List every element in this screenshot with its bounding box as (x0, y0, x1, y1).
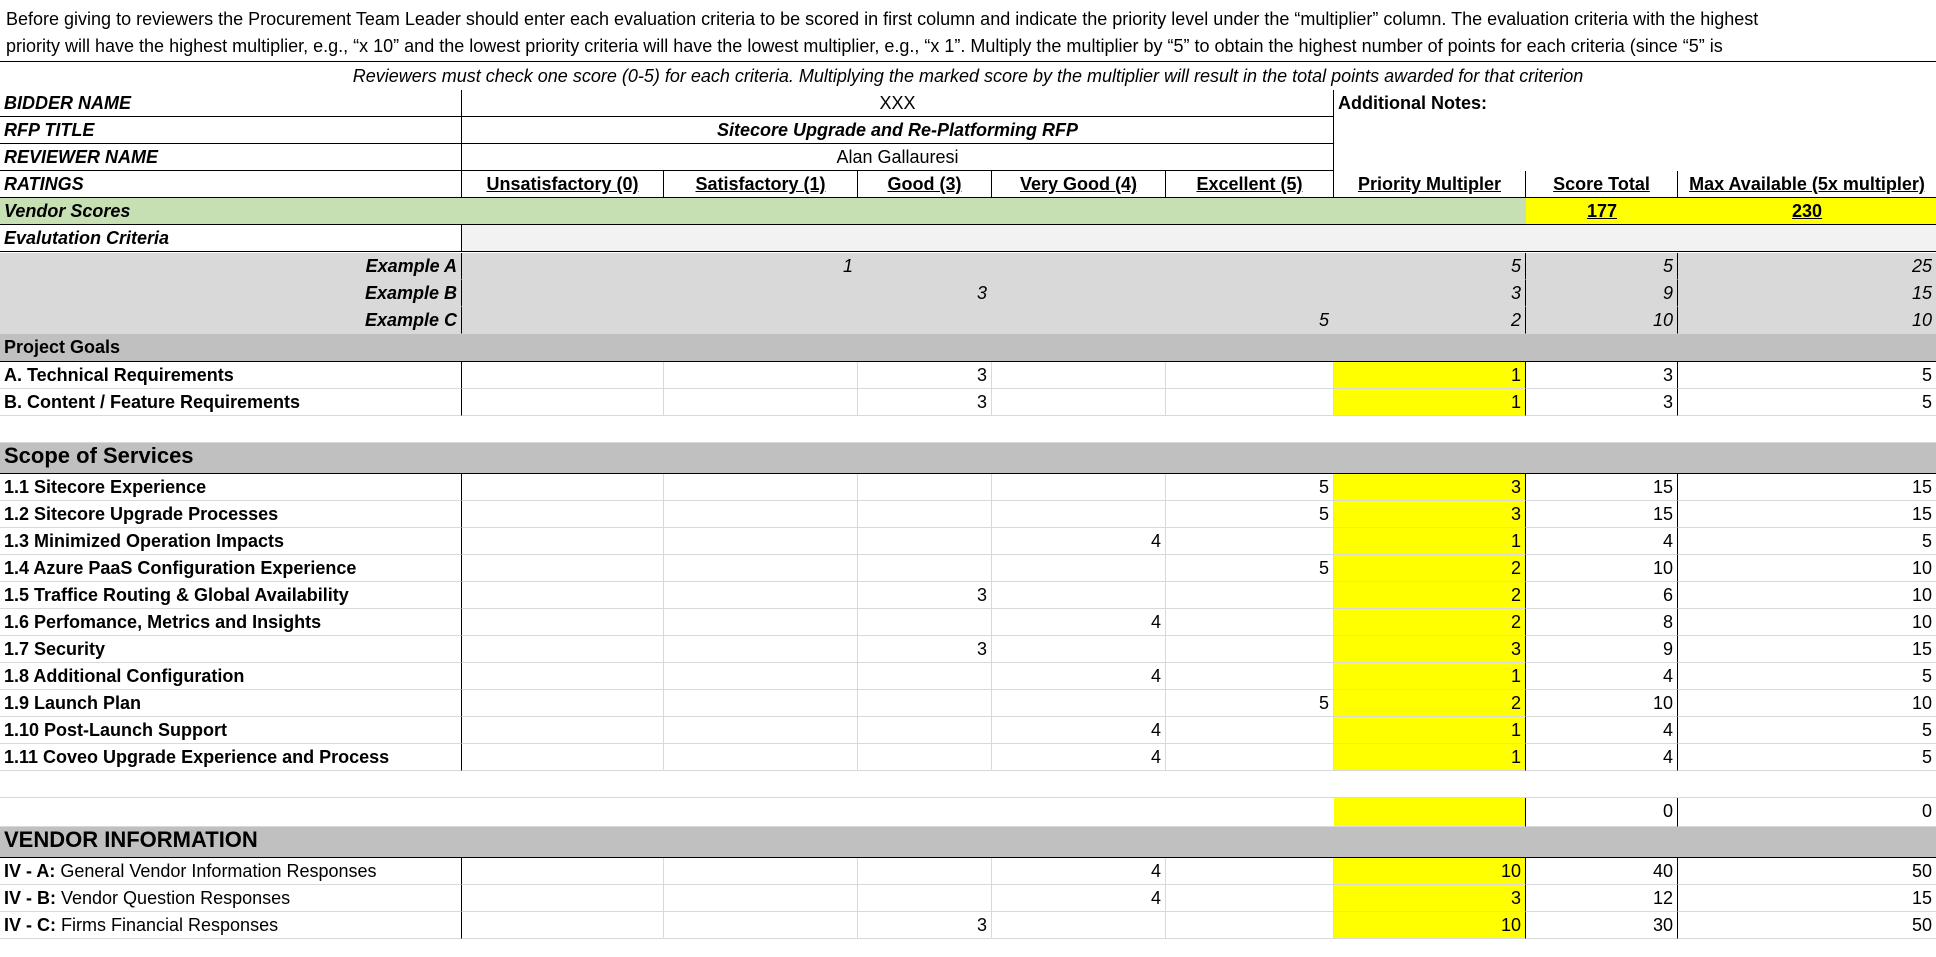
score-total-cell[interactable]: 10 (1526, 555, 1678, 582)
score-total-cell[interactable]: 4 (1526, 528, 1678, 555)
rating-header[interactable]: Unsatisfactory (0) (462, 171, 664, 198)
score-cell[interactable] (858, 744, 992, 771)
score-cell[interactable]: 4 (992, 528, 1166, 555)
score-cell[interactable] (1166, 744, 1334, 771)
vendor-criterion-text: General Vendor Information Responses (55, 861, 377, 881)
rating-header[interactable]: Very Good (4) (992, 171, 1166, 198)
score-cell[interactable] (664, 528, 858, 555)
multiplier-cell[interactable]: 1 (1334, 663, 1526, 690)
score-cell[interactable] (664, 474, 858, 501)
bidder-name-label[interactable]: BIDDER NAME (0, 90, 462, 117)
score-total-cell[interactable]: 10 (1526, 307, 1678, 334)
score-cell[interactable]: 3 (858, 636, 992, 663)
score-cell[interactable] (1166, 912, 1334, 939)
criterion-name[interactable]: 1.8 Additional Configuration (0, 663, 462, 690)
score-cell[interactable] (1166, 858, 1334, 885)
multiplier-cell[interactable]: 3 (1334, 636, 1526, 663)
score-total-cell[interactable]: 9 (1526, 636, 1678, 663)
vendor-criterion-name[interactable] (0, 885, 462, 912)
vendor-criterion-prefix: IV - C: (4, 915, 56, 935)
multiplier-cell[interactable]: 5 (1334, 253, 1526, 280)
score-cell[interactable] (858, 858, 992, 885)
score-cell[interactable] (664, 885, 858, 912)
rating-header[interactable]: Satisfactory (1) (664, 171, 858, 198)
score-cell[interactable]: 1 (664, 253, 858, 280)
score-cell[interactable] (1166, 663, 1334, 690)
rating-header[interactable]: Excellent (5) (1166, 171, 1334, 198)
section-scope-of-services[interactable]: Scope of Services (0, 443, 1936, 474)
score-cell[interactable] (664, 307, 858, 334)
reviewer-note: Reviewers must check one score (0-5) for each criteria. Multiplying the marked score by the multiplier will result in the total points awarded for that criterion (352, 66, 1584, 86)
score-cell[interactable] (462, 885, 664, 912)
score-cell[interactable] (1166, 528, 1334, 555)
score-cell[interactable] (462, 582, 664, 609)
max-available-cell[interactable]: 15 (1678, 280, 1936, 307)
section-project-goals[interactable]: Project Goals (0, 334, 1936, 362)
example-row-name[interactable]: Example B (0, 280, 462, 307)
score-cell[interactable] (664, 744, 858, 771)
score-cell[interactable] (992, 389, 1166, 416)
score-cell[interactable] (992, 307, 1166, 334)
multiplier-cell[interactable]: 3 (1334, 474, 1526, 501)
score-cell[interactable] (462, 362, 664, 389)
instructions-block (0, 6, 1936, 62)
score-cell[interactable]: 3 (858, 912, 992, 939)
max-available-cell[interactable]: 5 (1678, 389, 1936, 416)
score-total-cell[interactable]: 30 (1526, 912, 1678, 939)
max-available-cell[interactable]: 50 (1678, 858, 1936, 885)
score-total-cell[interactable]: 3 (1526, 389, 1678, 416)
vendor-criterion-text: Firms Financial Responses (56, 915, 279, 935)
score-cell[interactable] (462, 280, 664, 307)
score-total-cell[interactable]: 9 (1526, 280, 1678, 307)
score-total-header[interactable]: Score Total (1526, 171, 1678, 198)
score-cell[interactable] (1166, 280, 1334, 307)
score-total-cell[interactable]: 6 (1526, 582, 1678, 609)
score-cell[interactable] (462, 609, 664, 636)
score-cell[interactable] (664, 362, 858, 389)
score-cell[interactable] (858, 501, 992, 528)
score-cell[interactable] (1166, 717, 1334, 744)
score-total-cell[interactable]: 15 (1526, 501, 1678, 528)
multiplier-cell[interactable]: 10 (1334, 858, 1526, 885)
reviewer-name-label[interactable]: REVIEWER NAME (0, 144, 462, 171)
multiplier-cell[interactable]: 1 (1334, 717, 1526, 744)
score-cell[interactable] (992, 636, 1166, 663)
score-cell[interactable]: 4 (992, 885, 1166, 912)
score-total-cell[interactable]: 12 (1526, 885, 1678, 912)
score-cell[interactable]: 5 (1166, 307, 1334, 334)
max-available-cell[interactable]: 5 (1678, 528, 1936, 555)
multiplier-cell[interactable]: 1 (1334, 528, 1526, 555)
score-cell[interactable] (664, 663, 858, 690)
max-available-cell[interactable]: 10 (1678, 609, 1936, 636)
score-cell[interactable] (858, 885, 992, 912)
criterion-name[interactable]: A. Technical Requirements (0, 362, 462, 389)
score-total-cell[interactable]: 4 (1526, 663, 1678, 690)
score-cell[interactable]: 3 (858, 280, 992, 307)
score-cell[interactable]: 5 (1166, 474, 1334, 501)
vendor-criterion-name[interactable] (0, 858, 462, 885)
score-cell[interactable]: 5 (1166, 555, 1334, 582)
criterion-name[interactable]: B. Content / Feature Requirements (0, 389, 462, 416)
multiplier-cell[interactable]: 10 (1334, 912, 1526, 939)
score-cell[interactable]: 5 (1166, 501, 1334, 528)
score-total-cell[interactable]: 4 (1526, 717, 1678, 744)
score-cell[interactable] (664, 609, 858, 636)
max-available-cell[interactable]: 0 (1678, 798, 1936, 827)
blank-row[interactable] (0, 798, 1334, 827)
ratings-label[interactable]: RATINGS (0, 171, 462, 198)
multiplier-cell[interactable]: 1 (1334, 389, 1526, 416)
blank-row[interactable] (0, 771, 1936, 798)
score-cell[interactable] (858, 690, 992, 717)
instructions-line-1: Before giving to reviewers the Procurement Team Leader should enter each evaluation criteria to be scored in first column and indicate the priority level under the “multiplier” column. The evaluation criteria with the highest (6, 9, 1759, 29)
score-cell[interactable] (462, 744, 664, 771)
max-available-cell[interactable]: 5 (1678, 362, 1936, 389)
score-cell[interactable] (1166, 636, 1334, 663)
multiplier-cell[interactable]: 3 (1334, 280, 1526, 307)
vendor-scores-label[interactable]: Vendor Scores (0, 198, 1526, 225)
score-cell[interactable] (992, 501, 1166, 528)
score-cell[interactable] (664, 582, 858, 609)
max-available-cell[interactable]: 10 (1678, 307, 1936, 334)
score-cell[interactable] (664, 389, 858, 416)
score-cell[interactable] (1166, 582, 1334, 609)
score-cell[interactable]: 4 (992, 717, 1166, 744)
score-cell[interactable] (858, 717, 992, 744)
score-cell[interactable] (992, 582, 1166, 609)
score-cell[interactable]: 4 (992, 858, 1166, 885)
score-cell[interactable] (1166, 253, 1334, 280)
score-cell[interactable] (664, 555, 858, 582)
vendor-criterion-prefix: IV - B: (4, 888, 56, 908)
blank-row[interactable] (0, 416, 1936, 443)
score-cell[interactable] (858, 528, 992, 555)
score-cell[interactable]: 4 (992, 663, 1166, 690)
criterion-name[interactable]: 1.9 Launch Plan (0, 690, 462, 717)
score-cell[interactable] (462, 858, 664, 885)
rfp-title-value[interactable]: Sitecore Upgrade and Re-Platforming RFP (462, 117, 1334, 144)
score-cell[interactable] (992, 912, 1166, 939)
criterion-name[interactable]: 1.2 Sitecore Upgrade Processes (0, 501, 462, 528)
max-available-cell[interactable]: 5 (1678, 663, 1936, 690)
score-cell[interactable] (858, 474, 992, 501)
score-cell[interactable] (462, 555, 664, 582)
criterion-name[interactable]: 1.7 Security (0, 636, 462, 663)
score-total-cell[interactable]: 8 (1526, 609, 1678, 636)
score-cell[interactable] (992, 280, 1166, 307)
max-available-cell[interactable]: 15 (1678, 885, 1936, 912)
score-cell[interactable] (992, 555, 1166, 582)
score-cell[interactable] (462, 636, 664, 663)
vendor-criterion-name[interactable] (0, 912, 462, 939)
score-cell[interactable] (992, 690, 1166, 717)
multiplier-cell[interactable]: 2 (1334, 582, 1526, 609)
max-available-cell[interactable]: 15 (1678, 636, 1936, 663)
score-cell[interactable] (664, 501, 858, 528)
score-cell[interactable] (664, 636, 858, 663)
vendor-criterion-prefix: IV - A: (4, 861, 56, 881)
criterion-name[interactable]: 1.1 Sitecore Experience (0, 474, 462, 501)
multiplier-cell[interactable]: 2 (1334, 609, 1526, 636)
score-cell[interactable] (462, 690, 664, 717)
eval-criteria-fill[interactable] (462, 225, 1936, 252)
max-available-header[interactable]: Max Available (5x multipler) (1678, 171, 1936, 198)
example-row-name[interactable]: Example C (0, 307, 462, 334)
score-cell[interactable] (664, 690, 858, 717)
multiplier-cell[interactable]: 2 (1334, 555, 1526, 582)
score-cell[interactable] (462, 253, 664, 280)
multiplier-cell[interactable]: 3 (1334, 501, 1526, 528)
instructions-line-2: priority will have the highest multiplier, e.g., “x 10” and the lowest priority criteria will have the lowest multiplier, e.g., “x 1”. Multiply the multiplier by “5” to obtain the highest number of points for each criteria (since “5” is (6, 36, 1723, 56)
max-available-cell[interactable]: 25 (1678, 253, 1936, 280)
score-cell[interactable] (1166, 389, 1334, 416)
score-cell[interactable] (858, 555, 992, 582)
score-total-cell[interactable]: 40 (1526, 858, 1678, 885)
score-cell[interactable] (462, 912, 664, 939)
multiplier-cell[interactable] (1334, 798, 1526, 827)
criterion-name[interactable]: 1.10 Post-Launch Support (0, 717, 462, 744)
score-cell[interactable] (992, 253, 1166, 280)
multiplier-cell[interactable]: 1 (1334, 362, 1526, 389)
reviewer-name-value[interactable]: Alan Gallauresi (462, 144, 1334, 171)
max-available-cell[interactable]: 10 (1678, 582, 1936, 609)
score-cell[interactable] (858, 307, 992, 334)
max-available-cell[interactable]: 10 (1678, 555, 1936, 582)
score-cell[interactable] (664, 280, 858, 307)
score-cell[interactable] (462, 389, 664, 416)
score-total-cell[interactable]: 10 (1526, 690, 1678, 717)
bidder-name-value[interactable]: XXX (462, 90, 1334, 117)
score-cell[interactable] (992, 362, 1166, 389)
multiplier-cell[interactable]: 2 (1334, 307, 1526, 334)
score-cell[interactable] (462, 501, 664, 528)
score-cell[interactable] (664, 912, 858, 939)
criterion-name[interactable]: 1.5 Traffice Routing & Global Availability (0, 582, 462, 609)
score-cell[interactable]: 4 (992, 744, 1166, 771)
multiplier-cell[interactable]: 2 (1334, 690, 1526, 717)
criterion-name[interactable]: 1.4 Azure PaaS Configuration Experience (0, 555, 462, 582)
score-total-value[interactable]: 177 (1526, 198, 1678, 225)
max-available-cell[interactable]: 5 (1678, 744, 1936, 771)
score-cell[interactable] (462, 663, 664, 690)
rfp-title-label[interactable]: RFP TITLE (0, 117, 462, 144)
max-available-value[interactable]: 230 (1678, 198, 1936, 225)
score-cell[interactable] (858, 663, 992, 690)
additional-notes[interactable]: Additional Notes: (1338, 93, 1487, 113)
score-total-cell[interactable]: 4 (1526, 744, 1678, 771)
score-cell[interactable]: 4 (992, 609, 1166, 636)
score-cell[interactable]: 5 (1166, 690, 1334, 717)
score-cell[interactable] (1166, 885, 1334, 912)
score-total-cell[interactable]: 0 (1526, 798, 1678, 827)
score-cell[interactable] (664, 717, 858, 744)
max-available-cell[interactable]: 10 (1678, 690, 1936, 717)
score-cell[interactable] (462, 528, 664, 555)
multiplier-cell[interactable]: 3 (1334, 885, 1526, 912)
multiplier-cell[interactable]: 1 (1334, 744, 1526, 771)
score-total-cell[interactable]: 3 (1526, 362, 1678, 389)
score-total-cell[interactable]: 5 (1526, 253, 1678, 280)
score-cell[interactable] (1166, 609, 1334, 636)
score-cell[interactable] (462, 717, 664, 744)
score-cell[interactable] (462, 474, 664, 501)
score-cell[interactable] (1166, 362, 1334, 389)
score-cell[interactable] (992, 474, 1166, 501)
max-available-cell[interactable]: 5 (1678, 717, 1936, 744)
score-cell[interactable]: 3 (858, 362, 992, 389)
score-cell[interactable]: 3 (858, 389, 992, 416)
evaluation-criteria-label[interactable]: Evalutation Criteria (0, 225, 462, 252)
score-total-cell[interactable]: 15 (1526, 474, 1678, 501)
score-cell[interactable]: 3 (858, 582, 992, 609)
score-cell[interactable] (462, 307, 664, 334)
example-row-name[interactable]: Example A (0, 253, 462, 280)
section-vendor-information[interactable]: VENDOR INFORMATION (0, 827, 1936, 858)
max-available-cell[interactable]: 50 (1678, 912, 1936, 939)
score-cell[interactable] (664, 858, 858, 885)
vendor-criterion-text: Vendor Question Responses (56, 888, 291, 908)
criterion-name[interactable]: 1.11 Coveo Upgrade Experience and Process (0, 744, 462, 771)
score-cell[interactable] (858, 253, 992, 280)
max-available-cell[interactable]: 15 (1678, 501, 1936, 528)
max-available-cell[interactable]: 15 (1678, 474, 1936, 501)
rating-header[interactable]: Good (3) (858, 171, 992, 198)
criterion-name[interactable]: 1.3 Minimized Operation Impacts (0, 528, 462, 555)
priority-multiplier-header[interactable]: Priority Multipler (1334, 171, 1526, 198)
criterion-name[interactable]: 1.6 Perfomance, Metrics and Insights (0, 609, 462, 636)
score-cell[interactable] (858, 609, 992, 636)
